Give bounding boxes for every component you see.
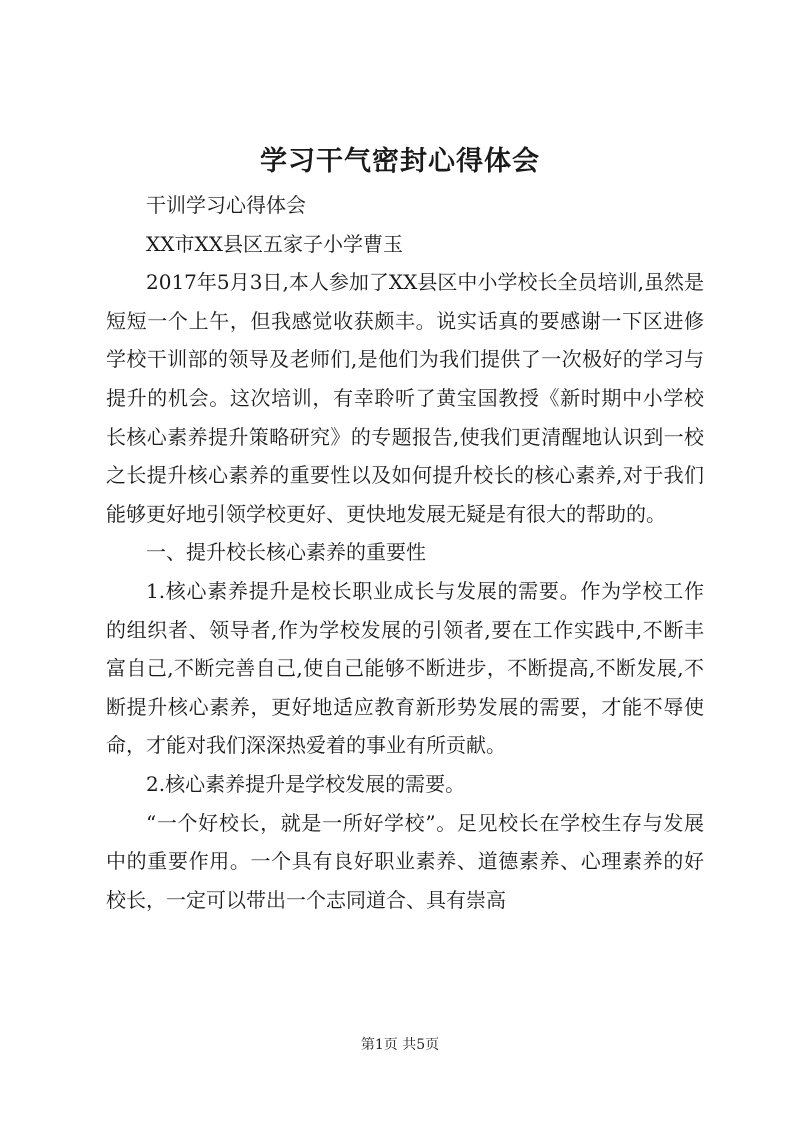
section-heading: 一、提升校长核心素养的重要性 [146, 540, 426, 565]
document-body [106, 186, 704, 919]
document-title: 学习干气密封心得体会 [260, 146, 540, 177]
paragraph-point-2: 2.核心素养提升是学校发展的需要。 [146, 771, 466, 796]
paragraph-quote: “一个好校长，就是一所好学校”。足见校长在学校生存与发展中的重要作用。一个具有良好职业素养、道德素养、心理素养的好校长，一定可以带出一个志同道合、具有崇高 [106, 810, 704, 912]
subtitle-line: 干训学习心得体会 [146, 193, 306, 217]
page-footer: 第1页 共5页 [360, 1037, 440, 1053]
paragraph-intro: 2017年5月3日,本人参加了XX县区中小学校长全员培训,虽然是短短一个上午，但我感觉收获颇丰。说实话真的要感谢一下区进修学校干训部的领导及老师们,是他们为我们提供了一次极好的学习与提升的机会。这次培训，有幸聆听了黄宝国教授《新时期中小学校长核心素养提升策略研究》的专题报告,使我们更清醒地认识到一校之长提升核心素养的重要性以及如何提升校长的核心素养,对于我们能够更好地引领学校更好、更快地发展无疑是有很大的帮助的。 [106, 270, 704, 526]
paragraph-point-1: 1.核心素养提升是校长职业成长与发展的需要。作为学校工作的组织者、领导者,作为学校发展的引领者,要在工作实践中,不断丰富自己,不断完善自己,使自己能够不断进步，不断提高,不断发展,不断提升核心素养，更好地适应教育新形势发展的需要，才能不辱使命，才能对我们深深热爱着的事业有所贡献。 [106, 578, 704, 758]
author-line: XX市XX县区五家子小学曹玉 [146, 231, 403, 256]
